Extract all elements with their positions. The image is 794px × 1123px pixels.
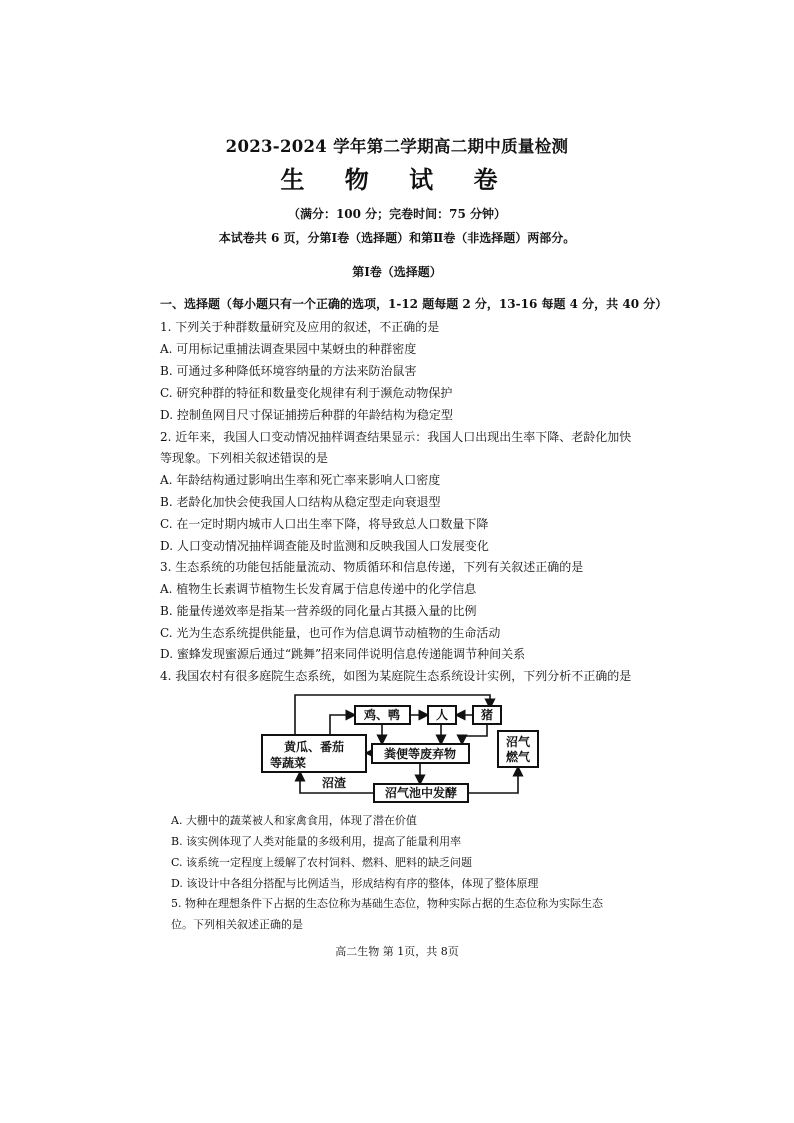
q2-option-a: A. 年龄结构通过影响出生率和死亡率来影响人口密度: [160, 473, 441, 487]
label-poultry: 鸡、鸭: [363, 708, 401, 722]
q3-option-d: D. 蜜蜂发现蜜源后通过“跳舞”招来同伴说明信息传递能调节种间关系: [160, 647, 526, 661]
part1-title: 第Ⅰ卷（选择题）: [352, 265, 442, 279]
page-footer: 高二生物 第 1页，共 8页: [335, 945, 459, 958]
edge-pig-manure: [462, 724, 487, 744]
edge-digester-biogas: [468, 767, 518, 793]
q3-option-b: B. 能量传递效率是指某一营养级的同化量占其摄入量的比例: [160, 604, 477, 618]
score-time: （满分：100 分；完卷时间：75 分钟）: [287, 207, 507, 221]
exam-title: 2023-2024 学年第二学期高二期中质量检测: [225, 137, 569, 156]
q2-option-d: D. 人口变动情况抽样调查能及时监测和反映我国人口发展变化: [160, 539, 489, 553]
label-pig: 猪: [480, 708, 494, 722]
label-digester: 沼气池中发酵: [384, 786, 458, 800]
label-residue: 沼渣: [321, 776, 347, 790]
q2-option-b: B. 老龄化加快会使我国人口结构从稳定型走向衰退型: [160, 495, 441, 509]
q4-stem: 4. 我国农村有很多庭院生态系统，如图为某庭院生态系统设计实例，下列分析不正确的是: [160, 669, 632, 683]
ecosystem-diagram: [0, 690, 794, 820]
q5-stem-line2: 位。下列相关叙述正确的是: [171, 918, 303, 931]
edge-veg-poultry: [330, 715, 355, 735]
q4-option-d: D. 该设计中各组分搭配与比例适当，形成结构有序的整体，体现了整体原理: [171, 877, 539, 890]
label-veg-2: 等蔬菜: [269, 756, 307, 770]
q3-option-a: A. 植物生长素调节植物生长发育属于信息传递中的化学信息: [160, 582, 477, 596]
subject-title: 生 物 试 卷: [280, 165, 514, 194]
label-biogas-2: 燃气: [505, 750, 531, 764]
q1-option-d: D. 控制鱼网目尺寸保证捕捞后种群的年龄结构为稳定型: [160, 408, 453, 422]
label-human: 人: [435, 708, 449, 722]
q4-option-a: A. 大棚中的蔬菜被人和家禽食用，体现了潜在价值: [171, 814, 417, 827]
q1-option-a: A. 可用标记重捕法调查果园中某蚜虫的种群密度: [160, 342, 417, 356]
q3-option-c: C. 光为生态系统提供能量，也可作为信息调节动植物的生命活动: [160, 626, 501, 640]
section-title: 一、选择题（每小题只有一个正确的选项，1-12 题每题 2 分，13-16 每题 4 分，共 40 分）: [160, 297, 668, 311]
q4-option-b: B. 该实例体现了人类对能量的多级利用，提高了能量利用率: [171, 835, 462, 848]
label-veg-1: 黄瓜、番茄: [283, 740, 345, 754]
q2-stem-line1: 2. 近年来，我国人口变动情况抽样调查结果显示：我国人口出现出生率下降、老龄化加快: [160, 430, 632, 444]
label-manure: 粪便等废弃物: [383, 747, 457, 761]
paper-structure: 本试卷共 6 页，分第Ⅰ卷（选择题）和第Ⅱ卷（非选择题）两部分。: [218, 231, 576, 245]
q5-stem-line1: 5. 物种在理想条件下占据的生态位称为基础生态位，物种实际占据的生态位称为实际生态: [171, 897, 603, 910]
q4-option-c: C. 该系统一定程度上缓解了农村饲料、燃料、肥料的缺乏问题: [171, 856, 473, 869]
q2-stem-line2: 等现象。下列相关叙述错误的是: [160, 451, 329, 465]
q1-option-b: B. 可通过多种降低环境容纳量的方法来防治鼠害: [160, 364, 417, 378]
q2-option-c: C. 在一定时期内城市人口出生率下降，将导致总人口数量下降: [160, 517, 489, 531]
q1-option-c: C. 研究种群的特征和数量变化规律有利于濒危动物保护: [160, 386, 453, 400]
label-biogas-1: 沼气: [505, 735, 531, 749]
q3-stem: 3. 生态系统的功能包括能量流动、物质循环和信息传递，下列有关叙述正确的是: [160, 560, 584, 574]
q1-stem: 1. 下列关于种群数量研究及应用的叙述，不正确的是: [160, 320, 440, 334]
